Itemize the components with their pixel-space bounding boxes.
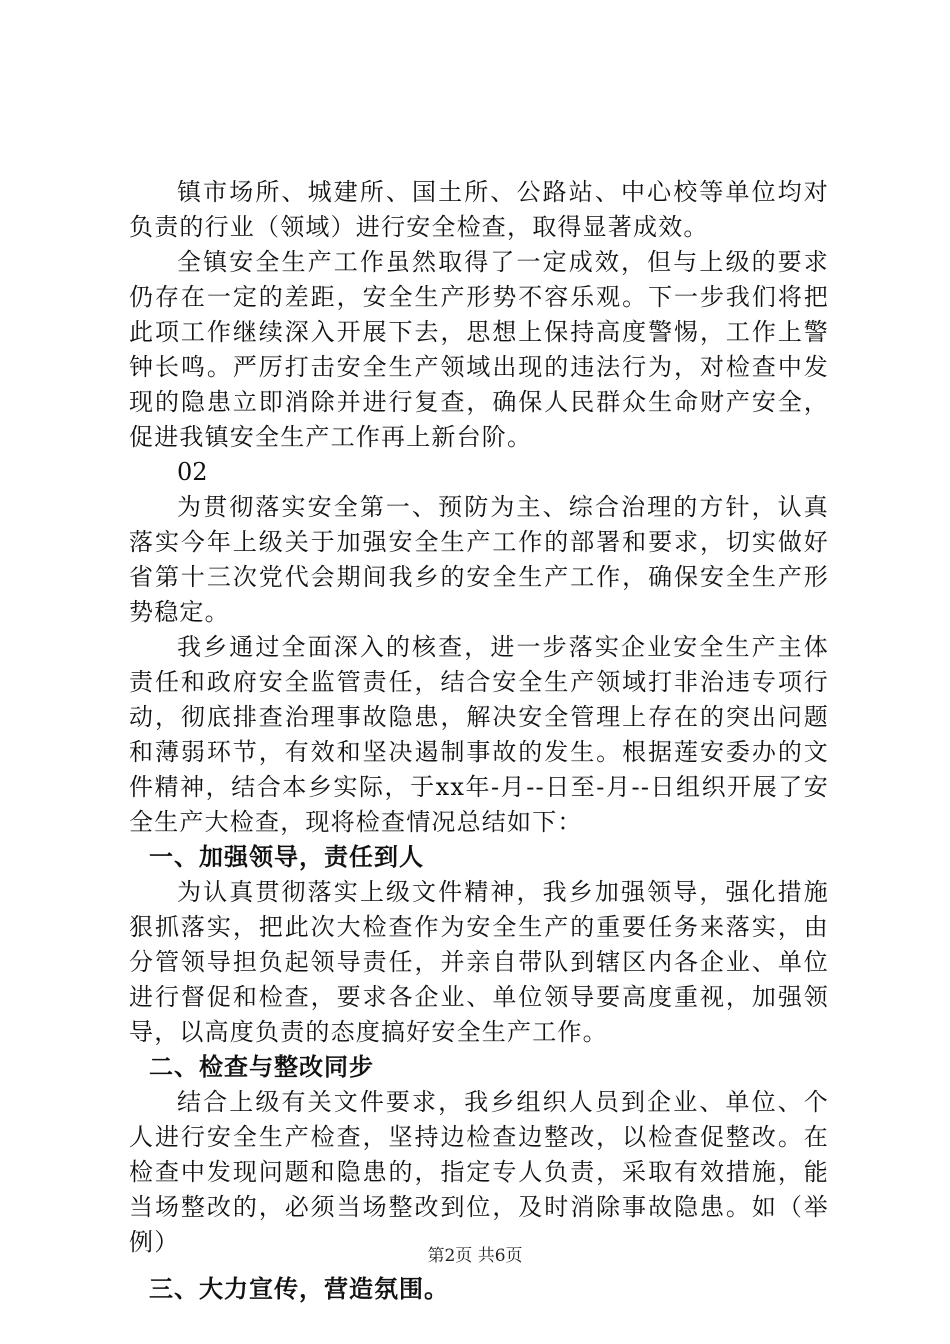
section-number: 02 [177,458,208,486]
paragraph-leadership: 为认真贯彻落实上级文件精神，我乡加强领导，强化措施狠抓落实，把此次大检查作为安全生产的重要任务来落实，由分管领导担负起领导责任，并亲自带队到辖区内各企业、单位进行督促和检查，要求各企业、单位领导要高度重视，加强领导，以高度负责的态度搞好安全生产工作。 [129,878,829,1046]
paragraph-inspection: 结合上级有关文件要求，我乡组织人员到企业、单位、个人进行安全生产检查，坚持边检查边整改，以检查促整改。在检查中发现问题和隐患的，指定专人负责，采取有效措施，能当场整改的，必须当场整改到位，及时消除事故隐患。如（举例） [129,1088,829,1256]
paragraph-continuation: 镇市场所、城建所、国土所、公路站、中心校等单位均对负责的行业（领域）进行安全检查，取得显著成效。 [129,178,829,241]
heading-publicity: 三、大力宣传，营造氛围。 [149,1275,449,1303]
heading-leadership: 一、加强领导，责任到人 [149,843,424,871]
paragraph-intro-1: 为贯彻落实安全第一、预防为主、综合治理的方针，认真落实今年上级关于加强安全生产工作的部署和要求，切实做好省第十三次党代会期间我乡的安全生产工作，确保安全生产形势稳定。 [129,493,829,626]
document-body [129,175,829,1307]
page-number-footer: 第2页 共6页 [427,1246,523,1266]
heading-inspection: 二、检查与整改同步 [149,1053,374,1081]
paragraph-intro-2: 我乡通过全面深入的核查，进一步落实企业安全生产主体责任和政府安全监管责任，结合安全生产领域打非治违专项行动，彻底排查治理事故隐患，解决安全管理上存在的突出问题和薄弱环节，有效和坚决遏制事故的发生。根据莲安委办的文件精神，结合本乡实际，于xx年-月--日至-月--日组织开展了安全生产大检查，现将检查情况总结如下： [129,633,829,836]
paragraph-summary: 全镇安全生产工作虽然取得了一定成效，但与上级的要求仍存在一定的差距，安全生产形势不容乐观。下一步我们将把此项工作继续深入开展下去，思想上保持高度警惕，工作上警钟长鸣。严厉打击安全生产领域出现的违法行为，对检查中发现的隐患立即消除并进行复查，确保人民群众生命财产安全，促进我镇安全生产工作再上新台阶。 [129,248,829,451]
